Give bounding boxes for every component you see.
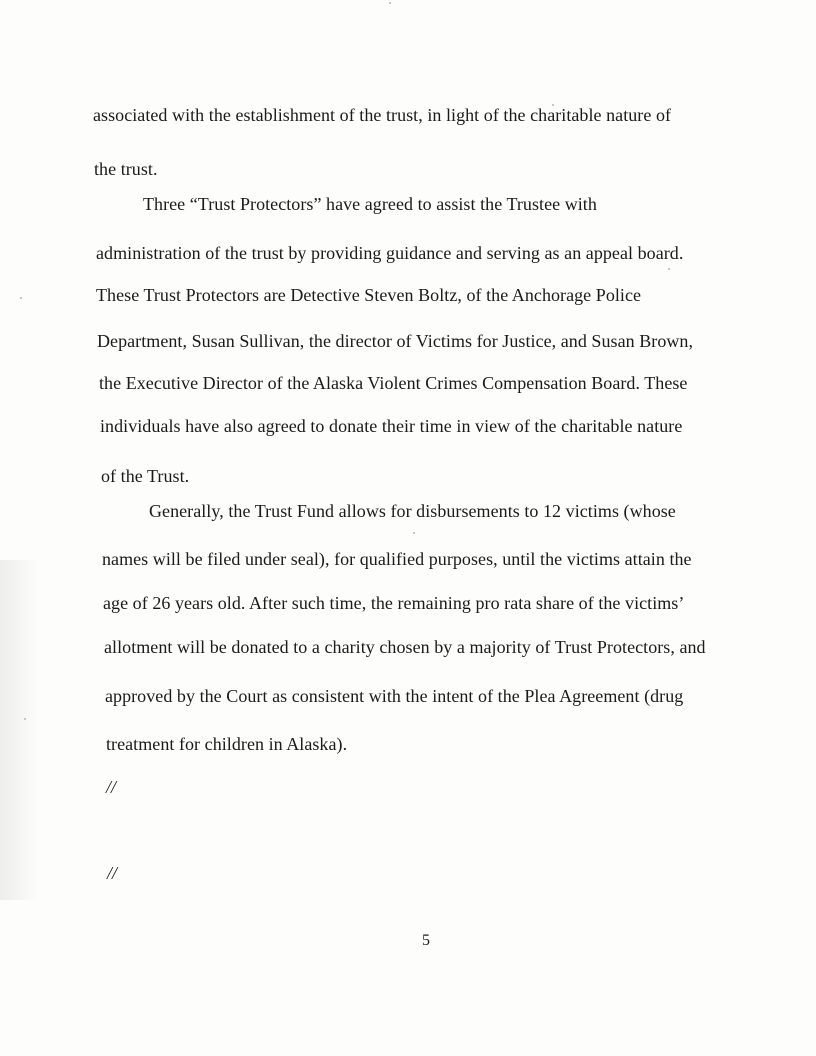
body-line: administration of the trust by providing guidance and serving as an appeal board. — [96, 243, 684, 263]
body-line: the Executive Director of the Alaska Violent Crimes Compensation Board. These — [99, 373, 688, 393]
scan-edge-noise — [0, 560, 38, 900]
body-line: age of 26 years old. After such time, the remaining pro rata share of the victims’ — [103, 593, 685, 613]
continuation-mark: // — [107, 863, 118, 883]
body-line: individuals have also agreed to donate their time in view of the charitable nature — [100, 416, 683, 436]
page-number: 5 — [422, 932, 430, 949]
body-line: allotment will be donated to a charity chosen by a majority of Trust Protectors, and — [104, 637, 706, 657]
body-line: approved by the Court as consistent with the intent of the Plea Agreement (drug — [105, 686, 684, 706]
continuation-mark: // — [106, 777, 117, 797]
body-line: Department, Susan Sullivan, the director of Victims for Justice, and Susan Brown, — [97, 331, 694, 351]
body-line: These Trust Protectors are Detective Steven Boltz, of the Anchorage Police — [96, 285, 642, 305]
scan-speck — [24, 718, 26, 720]
body-line: associated with the establishment of the trust, in light of the charitable nature of — [93, 105, 672, 125]
body-line: names will be filed under seal), for qualified purposes, until the victims attain the — [102, 549, 692, 569]
body-line: of the Trust. — [101, 466, 190, 486]
body-line: the trust. — [94, 159, 158, 179]
body-line: treatment for children in Alaska). — [106, 734, 348, 754]
scan-speck — [20, 297, 22, 299]
scan-speck — [413, 532, 415, 534]
scan-speck — [668, 268, 670, 270]
body-line: Three “Trust Protectors” have agreed to assist the Trustee with — [143, 194, 597, 214]
scan-speck — [389, 2, 391, 4]
body-line: Generally, the Trust Fund allows for disbursements to 12 victims (whose — [149, 501, 676, 521]
